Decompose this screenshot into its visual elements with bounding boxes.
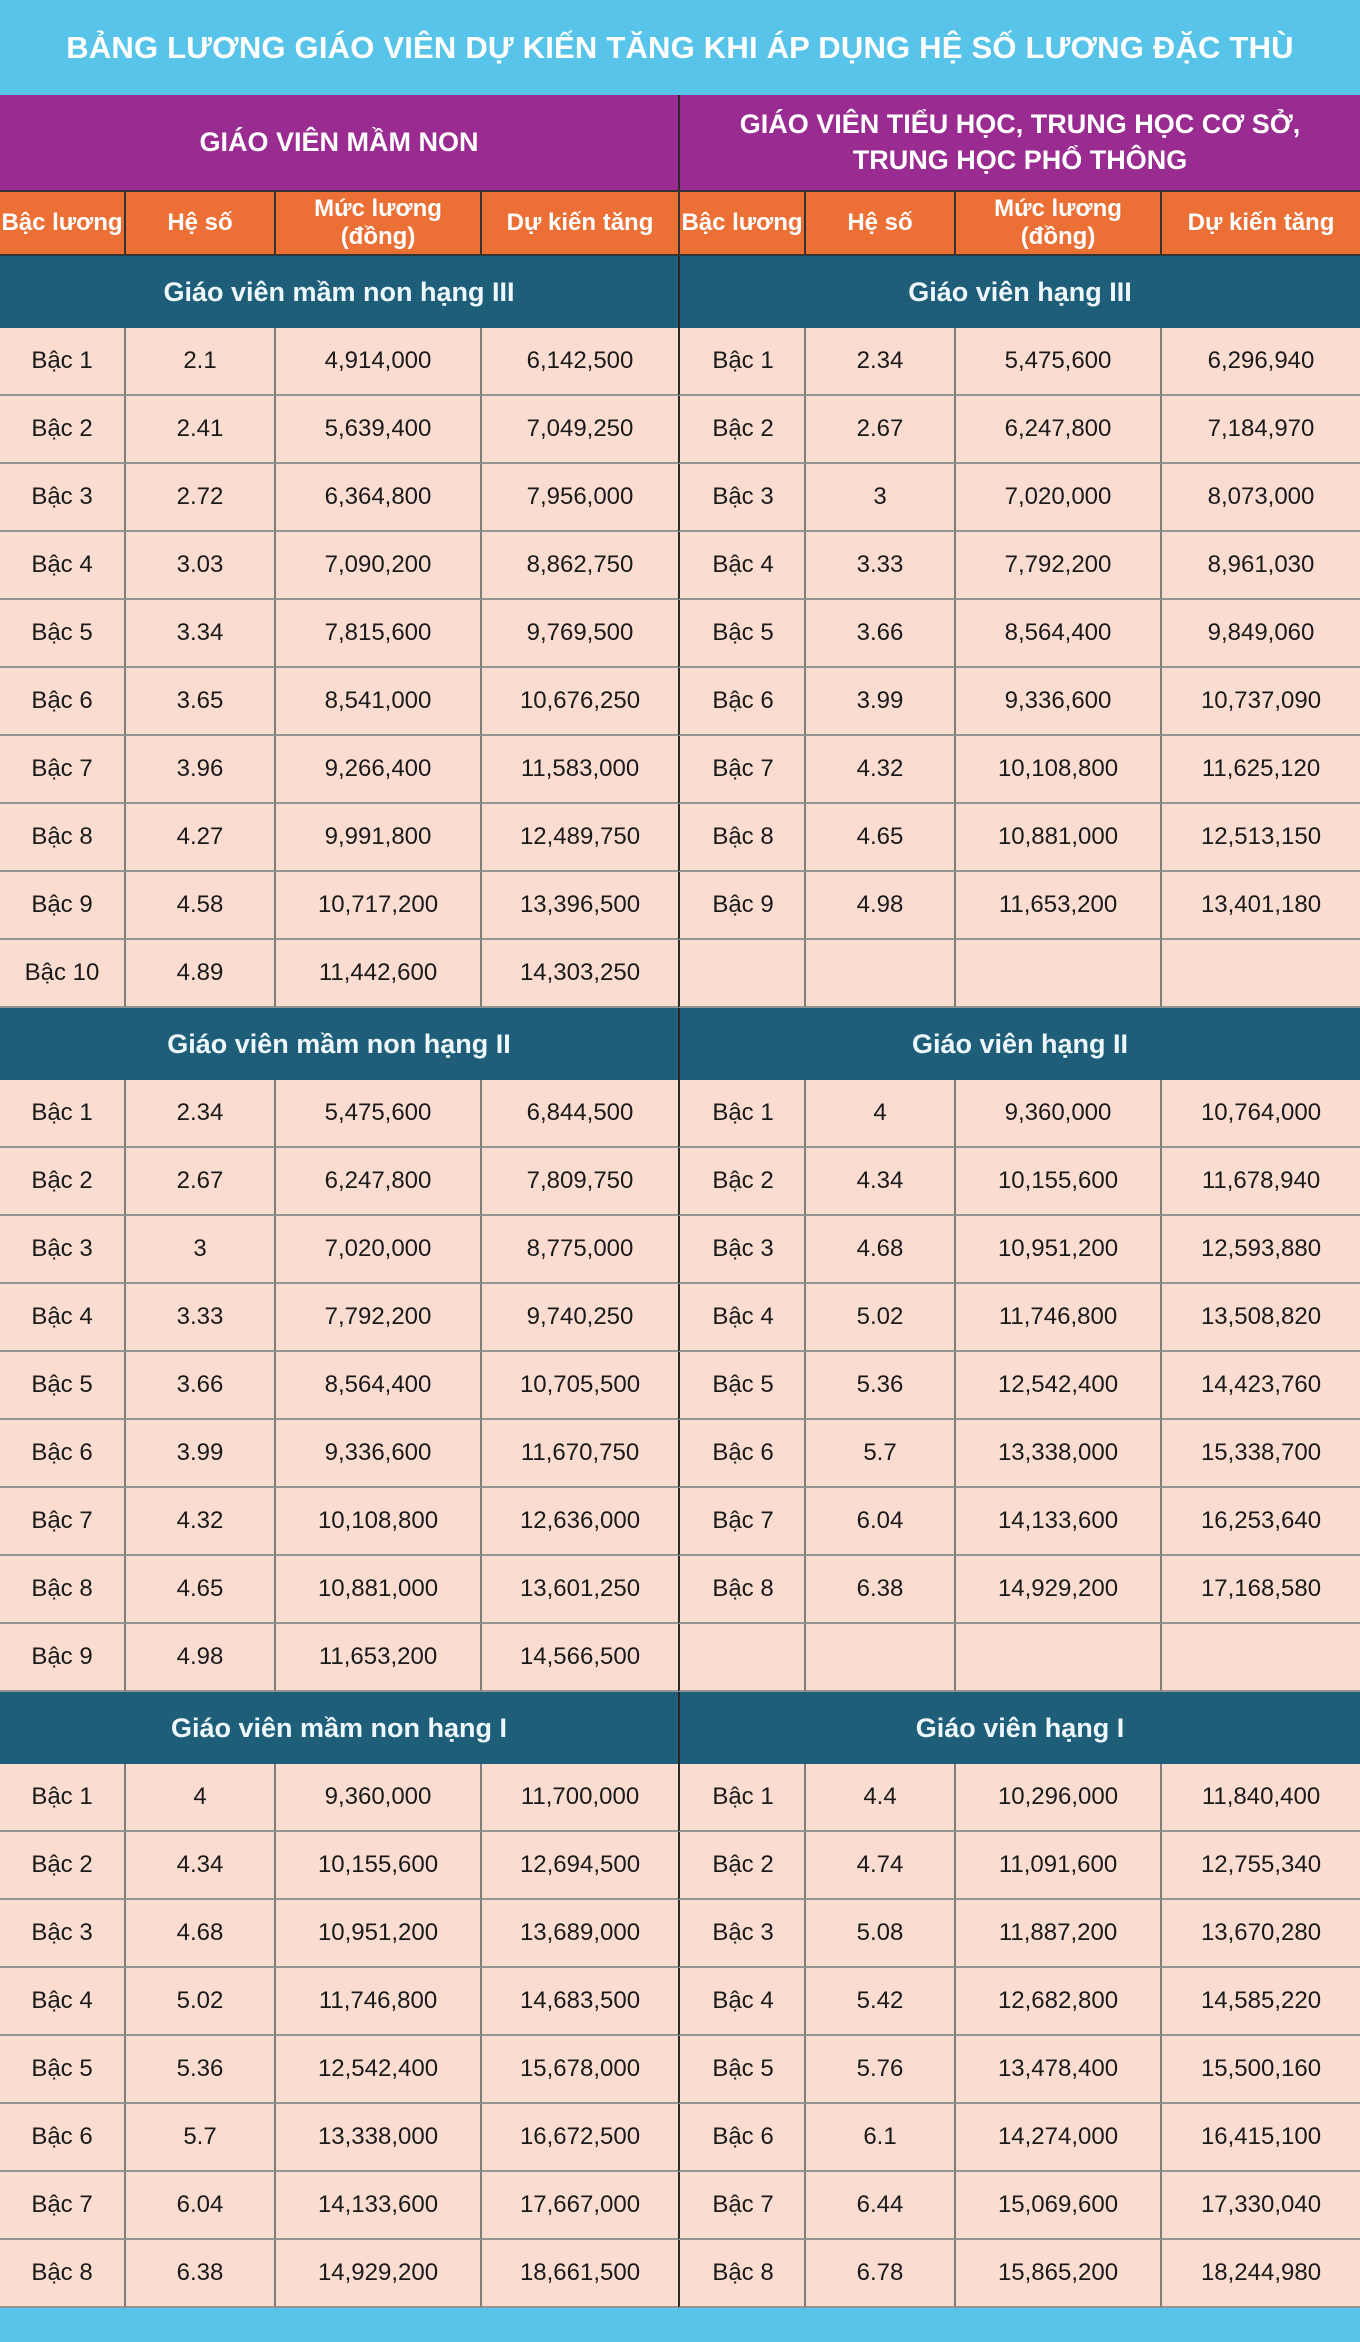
grade-cell: Bậc 7	[0, 1488, 126, 1556]
increase-cell: 6,296,940	[1162, 328, 1360, 396]
group-header-row	[0, 95, 1360, 190]
section-title-left: Giáo viên mầm non hạng II	[0, 1008, 680, 1080]
table-row	[0, 804, 1360, 872]
grade-cell: Bậc 6	[678, 2104, 806, 2172]
increase-cell: 15,678,000	[482, 2036, 680, 2104]
increase-cell: 8,961,030	[1162, 532, 1360, 600]
grade-cell: Bậc 7	[0, 2172, 126, 2240]
increase-cell: 11,670,750	[482, 1420, 680, 1488]
grade-cell: Bậc 6	[678, 668, 806, 736]
section-title-left: Giáo viên mầm non hạng III	[0, 256, 680, 328]
salary-cell: 10,296,000	[956, 1764, 1162, 1832]
increase-cell: 12,489,750	[482, 804, 680, 872]
increase-cell: 15,338,700	[1162, 1420, 1360, 1488]
increase-cell: 13,670,280	[1162, 1900, 1360, 1968]
coefficient-cell	[806, 940, 956, 1008]
column-header-salary-right: Mức lương (đồng)	[956, 190, 1162, 256]
coefficient-cell: 2.72	[126, 464, 276, 532]
column-header-grade-right: Bậc lương	[680, 190, 806, 256]
grade-cell: Bậc 8	[678, 2240, 806, 2308]
grade-cell: Bậc 1	[0, 1080, 126, 1148]
coefficient-cell: 5.36	[806, 1352, 956, 1420]
grade-cell: Bậc 6	[0, 2104, 126, 2172]
grade-cell: Bậc 8	[0, 804, 126, 872]
increase-cell: 14,566,500	[482, 1624, 680, 1692]
coefficient-cell: 2.67	[806, 396, 956, 464]
increase-cell: 7,049,250	[482, 396, 680, 464]
increase-cell: 17,168,580	[1162, 1556, 1360, 1624]
salary-cell: 7,020,000	[956, 464, 1162, 532]
grade-cell: Bậc 3	[0, 1900, 126, 1968]
increase-cell: 14,303,250	[482, 940, 680, 1008]
table-row	[0, 532, 1360, 600]
grade-cell: Bậc 4	[0, 1968, 126, 2036]
salary-cell: 11,887,200	[956, 1900, 1162, 1968]
grade-cell: Bậc 4	[0, 1284, 126, 1352]
increase-cell	[1162, 1624, 1360, 1692]
increase-cell: 8,775,000	[482, 1216, 680, 1284]
salary-cell: 10,108,800	[956, 736, 1162, 804]
coefficient-cell: 3.96	[126, 736, 276, 804]
increase-cell: 17,667,000	[482, 2172, 680, 2240]
coefficient-cell: 6.44	[806, 2172, 956, 2240]
table-row	[0, 1216, 1360, 1284]
table-row	[0, 464, 1360, 532]
coefficient-cell: 4	[806, 1080, 956, 1148]
salary-cell: 10,881,000	[956, 804, 1162, 872]
salary-cell: 6,364,800	[276, 464, 482, 532]
grade-cell: Bậc 4	[0, 532, 126, 600]
grade-cell: Bậc 2	[678, 1832, 806, 1900]
increase-cell: 12,636,000	[482, 1488, 680, 1556]
coefficient-cell: 4.32	[806, 736, 956, 804]
salary-cell: 10,717,200	[276, 872, 482, 940]
grade-cell: Bậc 7	[0, 736, 126, 804]
column-header-increase-right: Dự kiến tăng	[1162, 190, 1360, 256]
column-header-salary-left: Mức lương (đồng)	[276, 190, 482, 256]
salary-cell: 11,442,600	[276, 940, 482, 1008]
increase-cell: 14,585,220	[1162, 1968, 1360, 2036]
salary-cell: 11,091,600	[956, 1832, 1162, 1900]
increase-cell: 14,683,500	[482, 1968, 680, 2036]
coefficient-cell: 3.99	[126, 1420, 276, 1488]
increase-cell: 13,508,820	[1162, 1284, 1360, 1352]
table-row	[0, 1556, 1360, 1624]
grade-cell: Bậc 1	[678, 1080, 806, 1148]
salary-cell: 13,338,000	[276, 2104, 482, 2172]
salary-cell: 10,951,200	[276, 1900, 482, 1968]
coefficient-cell: 3.99	[806, 668, 956, 736]
coefficient-cell: 4.34	[126, 1832, 276, 1900]
grade-cell: Bậc 5	[0, 1352, 126, 1420]
table-row	[0, 2104, 1360, 2172]
salary-cell: 13,338,000	[956, 1420, 1162, 1488]
grade-cell: Bậc 4	[678, 1968, 806, 2036]
increase-cell: 13,601,250	[482, 1556, 680, 1624]
table-row	[0, 2172, 1360, 2240]
grade-cell: Bậc 8	[0, 2240, 126, 2308]
salary-cell: 9,360,000	[276, 1764, 482, 1832]
table-row	[0, 1968, 1360, 2036]
section-band-row	[0, 1692, 1360, 1764]
grade-cell: Bậc 3	[678, 464, 806, 532]
salary-cell: 7,792,200	[956, 532, 1162, 600]
coefficient-cell: 4.98	[806, 872, 956, 940]
table-row	[0, 1352, 1360, 1420]
coefficient-cell: 6.78	[806, 2240, 956, 2308]
coefficient-cell: 2.67	[126, 1148, 276, 1216]
grade-cell: Bậc 4	[678, 1284, 806, 1352]
section-band-row	[0, 256, 1360, 328]
grade-cell: Bậc 3	[0, 1216, 126, 1284]
table-row	[0, 872, 1360, 940]
coefficient-cell: 2.41	[126, 396, 276, 464]
salary-cell: 14,133,600	[956, 1488, 1162, 1556]
coefficient-cell: 3.66	[806, 600, 956, 668]
page-title: BẢNG LƯƠNG GIÁO VIÊN DỰ KIẾN TĂNG KHI ÁP DỤNG HỆ SỐ LƯƠNG ĐẶC THÙ	[0, 0, 1360, 95]
salary-cell: 10,108,800	[276, 1488, 482, 1556]
grade-cell: Bậc 2	[678, 396, 806, 464]
section-title-right: Giáo viên hạng III	[680, 256, 1360, 328]
grade-cell: Bậc 5	[678, 2036, 806, 2104]
coefficient-cell: 3	[126, 1216, 276, 1284]
section-title-right: Giáo viên hạng I	[680, 1692, 1360, 1764]
grade-cell: Bậc 1	[678, 328, 806, 396]
coefficient-cell: 2.1	[126, 328, 276, 396]
coefficient-cell: 3	[806, 464, 956, 532]
salary-cell: 11,746,800	[276, 1968, 482, 2036]
increase-cell: 16,253,640	[1162, 1488, 1360, 1556]
coefficient-cell: 4.65	[126, 1556, 276, 1624]
section-title-left: Giáo viên mầm non hạng I	[0, 1692, 680, 1764]
increase-cell: 8,862,750	[482, 532, 680, 600]
grade-cell: Bậc 10	[0, 940, 126, 1008]
table-row	[0, 1148, 1360, 1216]
table-row	[0, 1624, 1360, 1692]
grade-cell: Bậc 3	[678, 1900, 806, 1968]
coefficient-cell: 3.66	[126, 1352, 276, 1420]
grade-cell: Bậc 6	[0, 668, 126, 736]
table-row	[0, 668, 1360, 736]
increase-cell: 15,500,160	[1162, 2036, 1360, 2104]
salary-cell: 7,090,200	[276, 532, 482, 600]
table-row	[0, 1080, 1360, 1148]
table-row	[0, 736, 1360, 804]
coefficient-cell: 5.36	[126, 2036, 276, 2104]
salary-cell: 11,653,200	[956, 872, 1162, 940]
group-header-primary-secondary: GIÁO VIÊN TIỂU HỌC, TRUNG HỌC CƠ SỞ, TRUNG HỌC PHỔ THÔNG	[739, 109, 1301, 175]
grade-cell: Bậc 9	[0, 1624, 126, 1692]
coefficient-cell: 6.04	[126, 2172, 276, 2240]
salary-cell: 9,336,600	[276, 1420, 482, 1488]
grade-cell: Bậc 8	[678, 804, 806, 872]
grade-cell: Bậc 2	[0, 1148, 126, 1216]
increase-cell: 13,396,500	[482, 872, 680, 940]
salary-cell: 5,475,600	[956, 328, 1162, 396]
grade-cell: Bậc 7	[678, 1488, 806, 1556]
table-row	[0, 1284, 1360, 1352]
increase-cell: 7,184,970	[1162, 396, 1360, 464]
salary-cell: 5,639,400	[276, 396, 482, 464]
increase-cell: 11,625,120	[1162, 736, 1360, 804]
salary-cell: 7,815,600	[276, 600, 482, 668]
coefficient-cell: 4.89	[126, 940, 276, 1008]
salary-cell: 9,266,400	[276, 736, 482, 804]
coefficient-cell: 3.33	[806, 532, 956, 600]
grade-cell: Bậc 2	[0, 396, 126, 464]
table-row	[0, 396, 1360, 464]
coefficient-cell: 5.02	[126, 1968, 276, 2036]
grade-cell: Bậc 1	[678, 1764, 806, 1832]
table-row	[0, 1832, 1360, 1900]
grade-cell: Bậc 5	[678, 1352, 806, 1420]
increase-cell: 7,956,000	[482, 464, 680, 532]
salary-cell: 7,020,000	[276, 1216, 482, 1284]
table-row	[0, 1764, 1360, 1832]
grade-cell: Bậc 3	[0, 464, 126, 532]
table-row	[0, 1488, 1360, 1556]
increase-cell: 10,764,000	[1162, 1080, 1360, 1148]
column-header-grade-left: Bậc lương	[0, 190, 126, 256]
grade-cell: Bậc 5	[0, 2036, 126, 2104]
coefficient-cell: 4.98	[126, 1624, 276, 1692]
coefficient-cell: 2.34	[806, 328, 956, 396]
coefficient-cell: 3.34	[126, 600, 276, 668]
coefficient-cell: 6.1	[806, 2104, 956, 2172]
salary-cell: 12,682,800	[956, 1968, 1162, 2036]
increase-cell: 11,678,940	[1162, 1148, 1360, 1216]
coefficient-cell: 4.58	[126, 872, 276, 940]
grade-cell	[678, 1624, 806, 1692]
grade-cell: Bậc 1	[0, 1764, 126, 1832]
coefficient-cell: 5.7	[806, 1420, 956, 1488]
increase-cell: 11,840,400	[1162, 1764, 1360, 1832]
increase-cell: 10,737,090	[1162, 668, 1360, 736]
increase-cell: 9,740,250	[482, 1284, 680, 1352]
grade-cell: Bậc 3	[678, 1216, 806, 1284]
coefficient-cell: 6.04	[806, 1488, 956, 1556]
salary-cell: 7,792,200	[276, 1284, 482, 1352]
coefficient-cell: 5.7	[126, 2104, 276, 2172]
coefficient-cell: 3.65	[126, 668, 276, 736]
salary-cell: 11,653,200	[276, 1624, 482, 1692]
increase-cell: 10,676,250	[482, 668, 680, 736]
salary-cell: 12,542,400	[276, 2036, 482, 2104]
coefficient-cell: 4.34	[806, 1148, 956, 1216]
coefficient-cell: 6.38	[806, 1556, 956, 1624]
salary-cell: 11,746,800	[956, 1284, 1162, 1352]
increase-cell: 14,423,760	[1162, 1352, 1360, 1420]
increase-cell: 9,769,500	[482, 600, 680, 668]
coefficient-cell: 5.08	[806, 1900, 956, 1968]
salary-cell: 9,360,000	[956, 1080, 1162, 1148]
coefficient-cell: 4.68	[126, 1900, 276, 1968]
column-header-increase-left: Dự kiến tăng	[482, 190, 680, 256]
coefficient-cell: 4.65	[806, 804, 956, 872]
grade-cell: Bậc 5	[678, 600, 806, 668]
coefficient-cell: 6.38	[126, 2240, 276, 2308]
coefficient-cell: 5.42	[806, 1968, 956, 2036]
increase-cell: 10,705,500	[482, 1352, 680, 1420]
increase-cell: 8,073,000	[1162, 464, 1360, 532]
salary-cell: 6,247,800	[956, 396, 1162, 464]
section-title-right: Giáo viên hạng II	[680, 1008, 1360, 1080]
increase-cell: 11,583,000	[482, 736, 680, 804]
section-band-row	[0, 1008, 1360, 1080]
increase-cell: 13,401,180	[1162, 872, 1360, 940]
coefficient-cell: 3.03	[126, 532, 276, 600]
increase-cell: 12,513,150	[1162, 804, 1360, 872]
grade-cell: Bậc 6	[0, 1420, 126, 1488]
coefficient-cell: 4	[126, 1764, 276, 1832]
salary-cell: 14,929,200	[276, 2240, 482, 2308]
increase-cell: 6,142,500	[482, 328, 680, 396]
increase-cell: 16,415,100	[1162, 2104, 1360, 2172]
coefficient-cell: 4.27	[126, 804, 276, 872]
salary-cell: 10,881,000	[276, 1556, 482, 1624]
coefficient-cell	[806, 1624, 956, 1692]
coefficient-cell: 4.32	[126, 1488, 276, 1556]
salary-cell: 8,564,400	[276, 1352, 482, 1420]
increase-cell: 9,849,060	[1162, 600, 1360, 668]
increase-cell: 18,661,500	[482, 2240, 680, 2308]
salary-cell: 13,478,400	[956, 2036, 1162, 2104]
salary-cell	[956, 940, 1162, 1008]
table-row	[0, 1900, 1360, 1968]
increase-cell: 6,844,500	[482, 1080, 680, 1148]
table-row	[0, 600, 1360, 668]
grade-cell: Bậc 2	[0, 1832, 126, 1900]
increase-cell: 18,244,980	[1162, 2240, 1360, 2308]
grade-cell: Bậc 7	[678, 2172, 806, 2240]
column-header-row	[0, 190, 1360, 256]
salary-cell: 10,155,600	[956, 1148, 1162, 1216]
salary-cell: 10,951,200	[956, 1216, 1162, 1284]
salary-cell: 14,929,200	[956, 1556, 1162, 1624]
grade-cell: Bậc 9	[0, 872, 126, 940]
coefficient-cell: 5.02	[806, 1284, 956, 1352]
grade-cell: Bậc 4	[678, 532, 806, 600]
grade-cell: Bậc 8	[0, 1556, 126, 1624]
salary-cell: 12,542,400	[956, 1352, 1162, 1420]
grade-cell	[678, 940, 806, 1008]
increase-cell: 12,694,500	[482, 1832, 680, 1900]
grade-cell: Bậc 9	[678, 872, 806, 940]
increase-cell: 7,809,750	[482, 1148, 680, 1216]
table-row	[0, 1420, 1360, 1488]
salary-cell: 15,865,200	[956, 2240, 1162, 2308]
column-header-coef-left: Hệ số	[126, 190, 276, 256]
coefficient-cell: 5.76	[806, 2036, 956, 2104]
grade-cell: Bậc 1	[0, 328, 126, 396]
table-body	[0, 256, 1360, 2308]
increase-cell: 12,593,880	[1162, 1216, 1360, 1284]
increase-cell: 13,689,000	[482, 1900, 680, 1968]
grade-cell: Bậc 6	[678, 1420, 806, 1488]
salary-cell: 10,155,600	[276, 1832, 482, 1900]
table-row	[0, 2036, 1360, 2104]
salary-cell: 8,564,400	[956, 600, 1162, 668]
grade-cell: Bậc 7	[678, 736, 806, 804]
grade-cell: Bậc 5	[0, 600, 126, 668]
increase-cell	[1162, 940, 1360, 1008]
salary-cell: 9,991,800	[276, 804, 482, 872]
group-header-preschool: GIÁO VIÊN MẦM NON	[0, 95, 680, 190]
salary-cell: 14,133,600	[276, 2172, 482, 2240]
salary-cell: 8,541,000	[276, 668, 482, 736]
salary-cell: 14,274,000	[956, 2104, 1162, 2172]
increase-cell: 12,755,340	[1162, 1832, 1360, 1900]
increase-cell: 11,700,000	[482, 1764, 680, 1832]
increase-cell: 17,330,040	[1162, 2172, 1360, 2240]
salary-cell: 4,914,000	[276, 328, 482, 396]
coefficient-cell: 4.74	[806, 1832, 956, 1900]
footer-bar	[0, 2308, 1360, 2342]
coefficient-cell: 4.4	[806, 1764, 956, 1832]
coefficient-cell: 4.68	[806, 1216, 956, 1284]
table-row	[0, 2240, 1360, 2308]
salary-cell: 9,336,600	[956, 668, 1162, 736]
table-row	[0, 940, 1360, 1008]
coefficient-cell: 3.33	[126, 1284, 276, 1352]
grade-cell: Bậc 2	[678, 1148, 806, 1216]
increase-cell: 16,672,500	[482, 2104, 680, 2172]
grade-cell: Bậc 8	[678, 1556, 806, 1624]
table-row	[0, 328, 1360, 396]
salary-cell	[956, 1624, 1162, 1692]
coefficient-cell: 2.34	[126, 1080, 276, 1148]
salary-cell: 5,475,600	[276, 1080, 482, 1148]
salary-cell: 15,069,600	[956, 2172, 1162, 2240]
column-header-coef-right: Hệ số	[806, 190, 956, 256]
salary-cell: 6,247,800	[276, 1148, 482, 1216]
